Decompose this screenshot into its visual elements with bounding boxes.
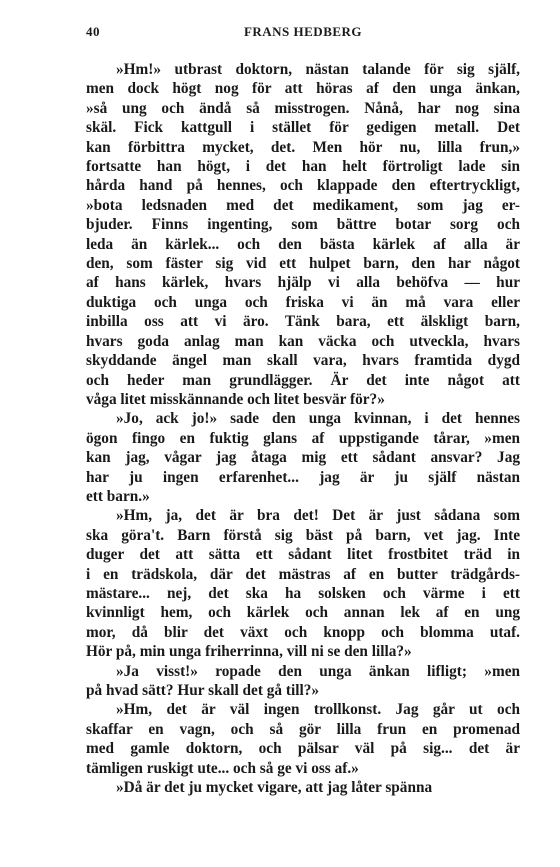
text-line: våga litet misskännande och litet besvär för?» (86, 390, 385, 408)
text-line: »Ja visst!» ropade den unga änkan lifligt; »men (116, 662, 520, 680)
paragraph (86, 60, 520, 409)
text-line: och heder man grundlägger. Är det inte något att (86, 371, 520, 389)
text-line: på hvad sätt? Hur skall det gå till?» (86, 682, 320, 699)
paragraph (86, 700, 520, 778)
text-line: mor, då blir det växt och knopp och blomma utaf. (86, 623, 520, 641)
text-line: skäl. Fick kattgull i stället för gedigen metall. Det (86, 119, 520, 137)
text-line: mästare... nej, det ska ha solsken och värme i ett (86, 584, 520, 602)
text-line: bjuder. Finns ingenting, som bättre botar sorg och (86, 216, 520, 234)
text-line: »så ung och ändå så misstrogen. Nånå, har nog sina (86, 99, 520, 117)
running-title: FRANS HEDBERG (243, 24, 363, 39)
running-head (86, 24, 520, 44)
text-line: »Hm, ja, det är bra det! Det är just sådana som (116, 507, 520, 525)
text-line: tämligen ruskigt ute... och så ge vi oss af.» (86, 759, 359, 777)
text-line: af hans kärlek, hvars hjälp vi alla behöfva — hur (86, 274, 520, 292)
text-line: hårda hand på hennes, och klappade den eftertryckligt, (86, 177, 520, 195)
text-line: ögon fingo en fuktig glans af uppstigande tårar, »men (86, 429, 520, 447)
text-line: Hör på, min unga friherrinna, vill ni se den lilla?» (86, 643, 412, 661)
paragraph (86, 409, 520, 506)
text-line: skaffar en vagn, och så gör lilla frun en promenad (86, 720, 520, 738)
text-line: skyddande ängel man skall vara, hvars framtida dygd (86, 352, 520, 370)
text-line: »Hm, det är väl ingen trollkonst. Jag går ut och (116, 701, 520, 719)
page-number: 40 (86, 24, 100, 39)
text-line: leda än kärlek... och den bästa kärlek af alla är (86, 235, 520, 253)
text-line: med gamle doktorn, och pälsar väl på sig... det är (86, 740, 520, 758)
text-line: ska göra't. Barn förstå sig bäst på barn, vet jag. Inte (86, 526, 520, 544)
text-line: den, som fäster sig vid ett hulpet barn, den har något (86, 255, 520, 273)
text-line: kan förbittra mycket, det. Men hör nu, lilla frun,» (86, 138, 520, 156)
text-line: duger det att sätta ett sådant litet frostbitet träd in (86, 546, 520, 564)
text-line: »Då är det ju mycket vigare, att jag låter spänna (116, 779, 433, 797)
paragraph (86, 662, 520, 701)
text-line: fortsatte han högt, i det han helt förtroligt lade sin (86, 158, 520, 176)
text-line: duktiga och unga och friska vi än må vara eller (86, 293, 520, 311)
text-line: inbilla oss att vi äro. Tänk bara, ett älskligt barn, (86, 313, 520, 331)
body-text (86, 60, 520, 797)
text-line: kvinnligt hem, och kärlek och annan lek af en ung (86, 604, 520, 622)
text-line: hvars goda anlag man kan väcka och utveckla, hvars (86, 332, 520, 350)
text-line: kan jag, vågar jag åtaga mig ett sådant ansvar? Jag (86, 449, 520, 467)
paragraph (86, 506, 520, 661)
text-line: »bota ledsnaden med det medikament, som jag er- (86, 196, 520, 214)
text-line: »Jo, ack jo!» sade den unga kvinnan, i det hennes (116, 410, 520, 428)
text-line: »Hm!» utbrast doktorn, nästan talande för sig själf, (116, 61, 520, 78)
text-line: men dock högt nog för att höras af den unga änkan, (86, 80, 520, 98)
text-line: i en trädskola, där det mästras af en butter trädgårds- (86, 565, 520, 583)
paragraph (86, 778, 520, 797)
text-line: har ju ingen erfarenhet... jag är ju själf nästan (86, 468, 520, 486)
text-line: ett barn.» (86, 487, 150, 505)
